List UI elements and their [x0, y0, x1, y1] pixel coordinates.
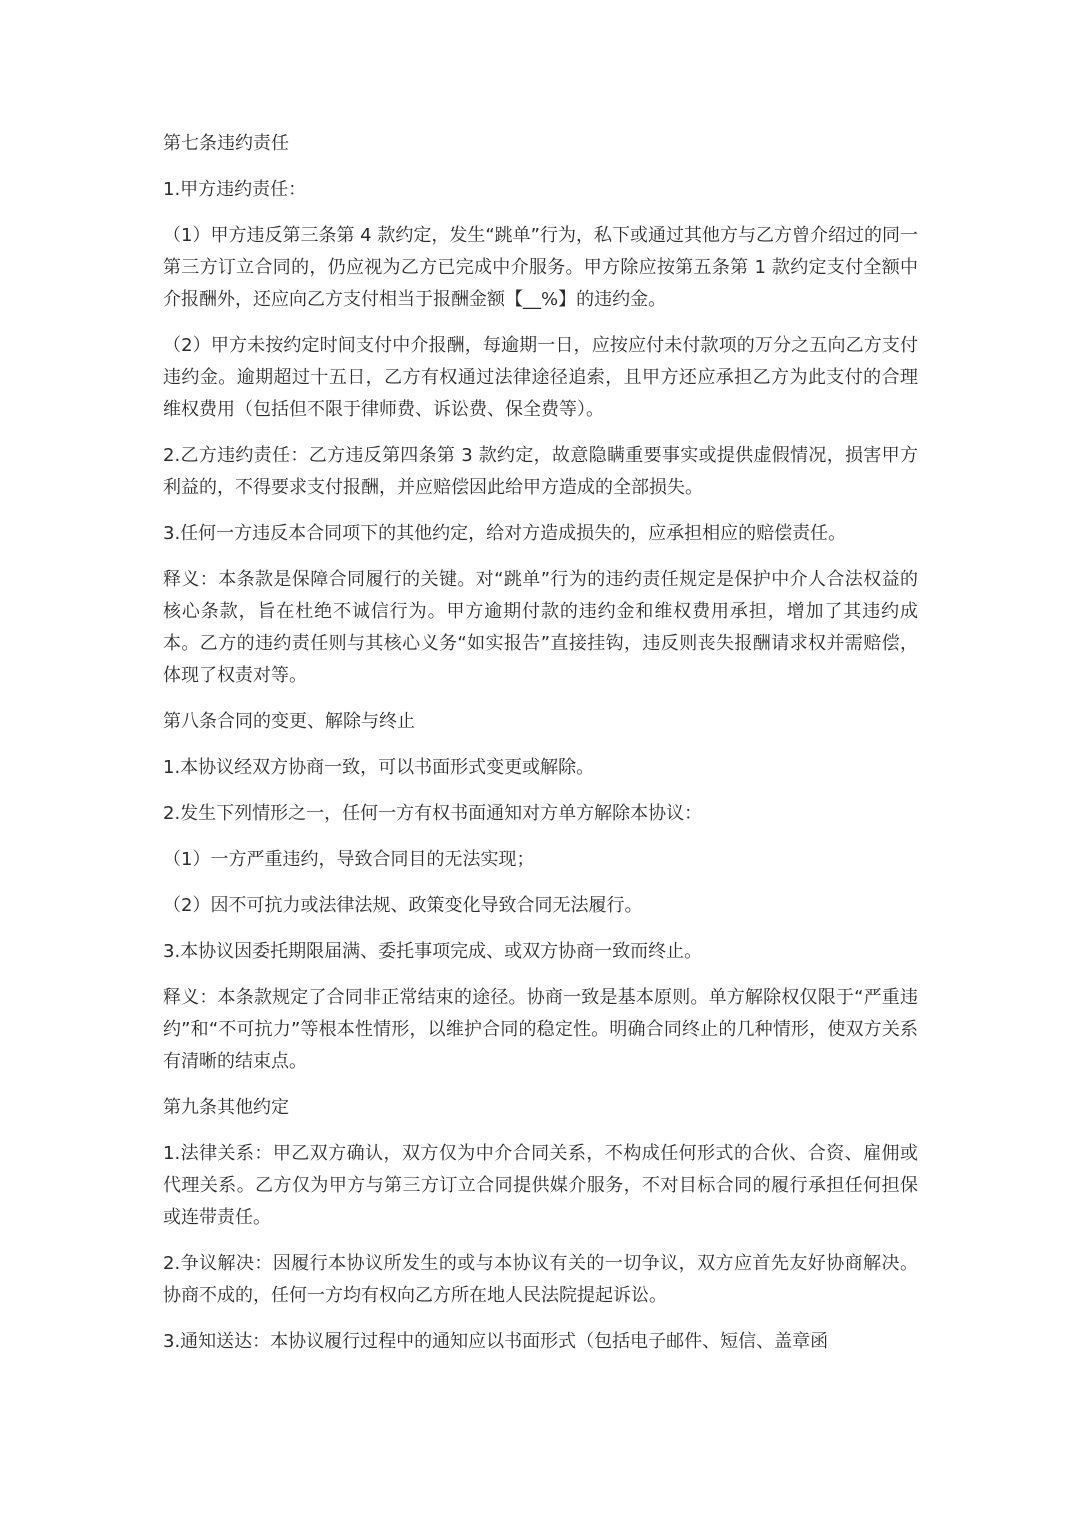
clause-7-3: 3.任何一方违反本合同项下的其他约定，给对方造成损失的，应承担相应的赔偿责任。 — [163, 523, 847, 544]
explanation-article-8: 释义：本条款规定了合同非正常结束的途径。协商一致是基本原则。单方解除权仅限于“严重违约”和“不可抗力”等根本性情形，以维护合同的稳定性。明确合同终止的几种情形，使双方关系有清晰的结束点。 — [163, 987, 918, 1072]
document-page — [163, 128, 918, 1372]
clause-9-2: 2.争议解决：因履行本协议所发生的或与本协议有关的一切争议，双方应首先友好协商解决。协商不成的，任何一方均有权向乙方所在地人民法院提起诉讼。 — [163, 1253, 918, 1306]
clause-8-1: 1.本协议经双方协商一致，可以书面形式变更或解除。 — [163, 757, 595, 778]
clause-9-3: 3.通知送达：本协议履行过程中的通知应以书面形式（包括电子邮件、短信、盖章函 — [163, 1331, 829, 1352]
clause-7-1-2: （2）甲方未按约定时间支付中介报酬，每逾期一日，应按应付未付款项的万分之五向乙方支付违约金。逾期超过十五日，乙方有权通过法律途径追索，且甲方还应承担乙方为此支付的合理维权费用（包括但不限于律师费、诉讼费、保全费等）。 — [163, 335, 918, 420]
heading-article-7: 第七条违约责任 — [163, 133, 289, 154]
explanation-article-7: 释义：本条款是保障合同履行的关键。对“跳单”行为的违约责任规定是保护中介人合法权益的核心条款，旨在杜绝不诚信行为。甲方逾期付款的违约金和维权费用承担，增加了其违约成本。乙方的违约责任则与其核心义务“如实报告”直接挂钩，违反则丧失报酬请求权并需赔偿，体现了权责对等。 — [163, 569, 918, 686]
clause-7-2: 2.乙方违约责任：乙方违反第四条第 3 款约定，故意隐瞒重要事实或提供虚假情况，损害甲方利益的，不得要求支付报酬，并应赔偿因此给甲方造成的全部损失。 — [163, 445, 918, 498]
heading-article-8: 第八条合同的变更、解除与终止 — [163, 711, 415, 732]
clause-9-1: 1.法律关系：甲乙双方确认，双方仅为中介合同关系，不构成任何形式的合伙、合资、雇佣或代理关系。乙方仅为甲方与第三方订立合同提供媒介服务，不对目标合同的履行承担任何担保或连带责任。 — [163, 1143, 918, 1228]
clause-8-2-2: （2）因不可抗力或法律法规、政策变化导致合同无法履行。 — [163, 895, 643, 916]
clause-7-1: 1.甲方违约责任： — [163, 179, 307, 200]
clause-7-1-1: （1）甲方违反第三条第 4 款约定，发生“跳单”行为，私下或通过其他方与乙方曾介绍过的同一第三方订立合同的，仍应视为乙方已完成中介服务。甲方除应按第五条第 1 款约定支付全额中介报酬外，还应向乙方支付相当于报酬金额【__%】的违约金。 — [163, 225, 918, 310]
clause-8-2: 2.发生下列情形之一，任何一方有权书面通知对方单方解除本协议： — [163, 803, 703, 824]
clause-8-2-1: （1）一方严重违约，导致合同目的无法实现； — [163, 849, 535, 870]
clause-8-3: 3.本协议因委托期限届满、委托事项完成、或双方协商一致而终止。 — [163, 941, 703, 962]
heading-article-9: 第九条其他约定 — [163, 1097, 289, 1118]
